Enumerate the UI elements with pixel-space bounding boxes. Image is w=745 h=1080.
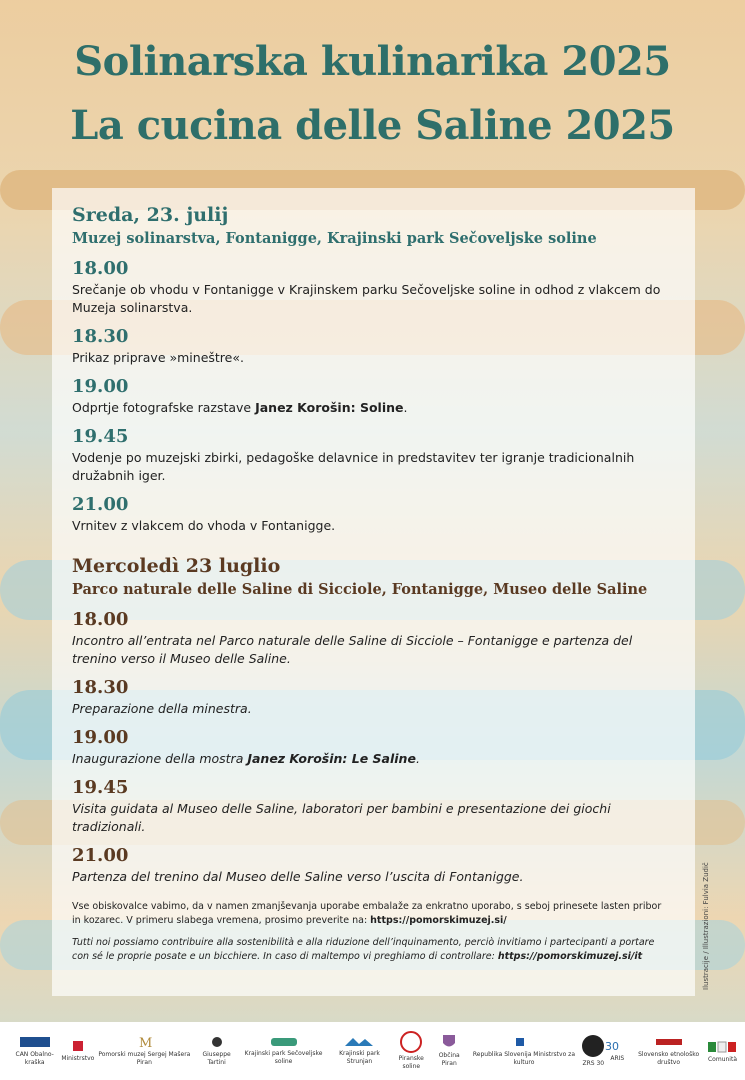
sponsor-logo: 30 ARIS: [605, 1039, 629, 1063]
desc-text: Inaugurazione della mostra: [72, 751, 248, 766]
event-desc: Prikaz priprave »mineštre«.: [72, 350, 244, 365]
sponsor-logo: Slovensko etnološko društvo: [629, 1035, 708, 1067]
desc-text: Odprtje fotografske razstave: [72, 400, 256, 415]
event-time: 21.00: [72, 845, 129, 866]
program-slovenian: [72, 204, 672, 535]
sponsor-logo: Piranske soline: [391, 1031, 432, 1071]
event-time: 19.00: [72, 727, 129, 748]
notes: [72, 900, 672, 964]
event-desc: Incontro all’entrata nel Parco naturale delle Saline di Sicciole – Fontanigge e partenza del trenino verso il Museo delle Saline.: [72, 633, 633, 666]
location-heading: Parco naturale delle Saline di Sicciole, Fontanigge, Museo delle Saline: [72, 581, 648, 598]
svg-text:M: M: [139, 1036, 153, 1049]
website-link[interactable]: https://pomorskimuzej.si/: [370, 915, 507, 926]
event-time: 18.00: [72, 258, 129, 279]
tartini-logo-icon: [210, 1035, 224, 1049]
aris-logo-icon: [605, 1039, 629, 1053]
location-heading: Muzej solinarstva, Fontanigge, Krajinski park Sečoveljske soline: [72, 230, 597, 247]
ministry-culture-icon: [514, 1035, 534, 1049]
piranske-soline-logo-icon: [400, 1031, 422, 1053]
note-text: Tutti noi possiamo contribuire alla sostenibilità e alla riduzione dell’inquinamento, perciò invitiamo i partecipanti a portare con sé le proprie posate e un bicchiere. In caso di maltempo vi preghiamo di controllare:: [72, 937, 655, 962]
day-heading: Mercoledì 23 luglio: [72, 555, 281, 577]
exhibition-title: Janez Korošin: Le Saline: [247, 751, 416, 766]
sponsor-logo: ZRS 30: [581, 1034, 605, 1068]
event-time: 21.00: [72, 494, 129, 515]
sponsor-logo: Ministrstvo: [61, 1039, 94, 1063]
event-time: 19.00: [72, 376, 129, 397]
event-desc: Vrnitev z vlakcem do vhoda v Fontanigge.: [72, 518, 336, 533]
desc-text: .: [415, 751, 420, 766]
title-slovenian: Solinarska kulinarika 2025: [74, 38, 671, 85]
park-strunjan-logo-icon: [345, 1036, 373, 1048]
sponsor-logo: CAN Obalno-kraška: [8, 1035, 61, 1067]
event-desc: Visita guidata al Museo delle Saline, laboratori per bambini e presentazione dei giochi tradizionali.: [72, 801, 611, 834]
exhibition-title: Janez Korošin: Soline: [255, 400, 404, 415]
day-heading: Sreda, 23. julij: [72, 204, 229, 226]
event-desc: Preparazione della minestra.: [72, 701, 252, 716]
svg-text:30: 30: [605, 1040, 620, 1053]
event-desc: Srečanje ob vhodu v Fontanigge v Krajinskem parku Sečoveljske soline in odhod z vlakcem do Muzeja solinarstva.: [72, 282, 661, 315]
event-desc: [72, 399, 672, 417]
event-desc: [72, 750, 672, 768]
note-text: Vse obiskovalce vabimo, da v namen zmanjševanja uporabe embalaže za enkratno uporabo, s seboj prinesete lasten pribor in kozarec. V primeru slabega vremena, prosimo preverite na:: [72, 901, 662, 926]
event-desc: Partenza del trenino dal Museo delle Saline verso l’uscita di Fontanigge.: [72, 869, 524, 884]
ministry-logo-icon: [71, 1039, 85, 1053]
museum-logo-icon: [136, 1035, 152, 1049]
can-logo-icon: [20, 1035, 50, 1049]
sponsor-logo: Comunità: [708, 1038, 737, 1064]
note-italian: [72, 936, 672, 964]
title-italian: La cucina delle Saline 2025: [70, 102, 675, 149]
event-time: 18.00: [72, 609, 129, 630]
desc-text: .: [403, 400, 408, 415]
sponsor-logo: Krajinski park Sečoveljske soline: [239, 1036, 328, 1066]
sponsor-logo: Giuseppe Tartini: [194, 1035, 238, 1067]
event-desc: Vodenje po muzejski zbirki, pedagoške delavnice in predstavitev ter igranje tradicionalnih družabnih iger.: [72, 450, 635, 483]
illustration-credit: Ilustracije / Illustrazioni: Fulvia Zudič: [702, 862, 710, 990]
note-slovenian: [72, 900, 672, 928]
sponsor-logo: M Pomorski muzej Sergej Mašera Piran: [98, 1036, 191, 1066]
sponsor-logo: Republika Slovenija Ministrstvo za kulturo: [467, 1035, 582, 1067]
program-content: [72, 204, 672, 972]
sponsor-logo: Krajinski park Strunjan: [328, 1036, 391, 1066]
event-time: 18.30: [72, 677, 129, 698]
sponsor-logo: Občina Piran: [432, 1034, 467, 1068]
zrs-emblem-icon: [581, 1034, 605, 1058]
website-link[interactable]: https://pomorskimuzej.si/it: [497, 951, 643, 962]
ethnology-society-icon: [656, 1035, 682, 1049]
program-italian: [72, 555, 672, 886]
piran-coat-icon: [442, 1034, 456, 1050]
event-time: 19.45: [72, 777, 129, 798]
community-logo-icon: [708, 1038, 736, 1054]
park-secovlje-logo-icon: [271, 1036, 297, 1048]
sponsor-logos: [0, 1022, 745, 1080]
event-time: 18.30: [72, 326, 129, 347]
event-time: 19.45: [72, 426, 129, 447]
